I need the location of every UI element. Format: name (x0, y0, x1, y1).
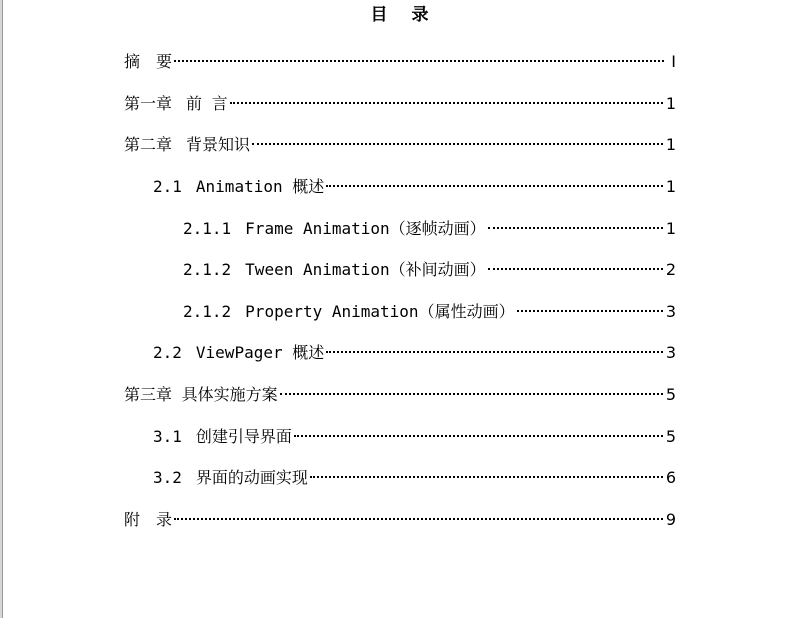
toc-leader-dots (174, 503, 663, 525)
toc-page-number: 3 (665, 343, 676, 362)
toc-page-number: 5 (665, 385, 676, 404)
toc-entry-appendix[interactable] (124, 503, 676, 529)
toc-entry-number: 2.1.2 (183, 302, 232, 321)
toc-page-number: 2 (665, 260, 676, 279)
toc-entry-number: 2.1 (153, 177, 182, 196)
toc-entry-number: 2.1.1 (183, 219, 232, 238)
toc-leader-dots (517, 295, 663, 317)
toc-entry-section-3-1[interactable] (153, 420, 676, 446)
toc-entry-number: 第二章 (124, 135, 173, 154)
toc-entry-text: Property Animation（属性动画） (245, 302, 515, 321)
toc-leader-dots (252, 128, 663, 150)
toc-leader-dots (326, 170, 663, 192)
toc-page-number: 3 (665, 302, 676, 321)
toc-entry-text: Tween Animation（补间动画） (245, 260, 486, 279)
toc-entry-number: 3.1 (153, 427, 182, 446)
toc-leader-dots (488, 253, 663, 275)
toc-entry-section-2-1-2-tween[interactable] (183, 253, 676, 279)
toc-entry-text: 摘 要 (124, 52, 173, 71)
toc-entry-text: Frame Animation（逐帧动画） (245, 219, 486, 238)
toc-entry-section-2-1-1[interactable] (183, 212, 676, 238)
toc-leader-dots (174, 45, 664, 67)
toc-entry-section-3-2[interactable] (153, 461, 676, 487)
toc-entry-chapter-2[interactable] (124, 128, 676, 154)
toc-page-number: 1 (665, 219, 676, 238)
toc-entry-abstract[interactable] (124, 45, 676, 71)
toc-entry-text: 附 录 (124, 510, 173, 529)
toc-entry-text: 创建引导界面 (195, 427, 292, 446)
toc-entry-chapter-3[interactable] (124, 378, 676, 404)
toc-entry-section-2-1-2-property[interactable] (183, 295, 676, 321)
toc-leader-dots (280, 378, 663, 400)
toc-entry-text: 背景知识 (186, 135, 251, 154)
toc-page-number: 9 (665, 510, 676, 529)
toc-page-number: 6 (665, 468, 676, 487)
toc-leader-dots (230, 87, 663, 109)
toc-page-number: I (671, 52, 676, 71)
toc-entry-section-2-2[interactable] (153, 336, 676, 362)
toc-entry-section-2-1[interactable] (153, 170, 676, 196)
toc-entry-number: 2.2 (153, 343, 182, 362)
toc-entry-text: 前 言 (186, 94, 228, 113)
toc-page-number: 1 (665, 177, 676, 196)
toc-page-number: 1 (665, 94, 676, 113)
toc-leader-dots (310, 461, 663, 483)
toc-entry-text: 界面的动画实现 (195, 468, 308, 487)
toc-entry-chapter-1[interactable] (124, 87, 676, 113)
toc-entry-text: Animation 概述 (195, 177, 325, 196)
toc-entry-text: ViewPager 概述 (195, 343, 325, 362)
toc-page-number: 1 (665, 135, 676, 154)
toc-page-number: 5 (665, 427, 676, 446)
toc-entry-number: 第一章 (124, 94, 173, 113)
toc-entry-number: 3.2 (153, 468, 182, 487)
toc-leader-dots (326, 336, 663, 358)
toc-leader-dots (488, 212, 663, 234)
toc-entry-text: 第三章 具体实施方案 (124, 385, 278, 404)
toc-entry-number: 2.1.2 (183, 260, 232, 279)
document-page (2, 0, 795, 618)
toc-leader-dots (294, 420, 663, 442)
toc-title: 目 录 (370, 5, 438, 25)
